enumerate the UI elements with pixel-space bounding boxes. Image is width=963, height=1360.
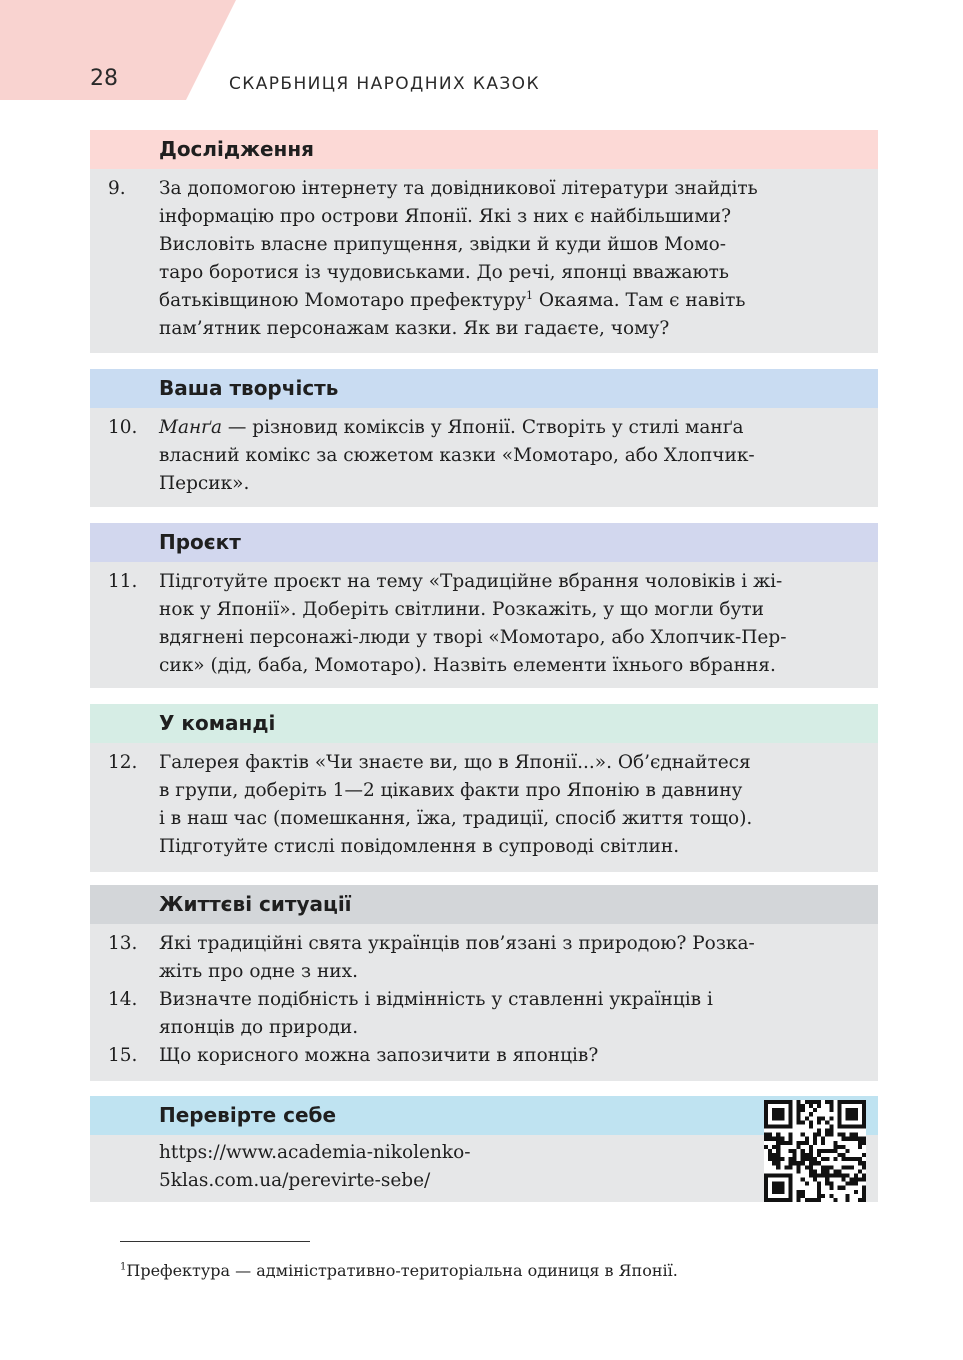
- section-self-check: [90, 1096, 878, 1202]
- section-title: Життєві ситуації: [90, 885, 878, 924]
- task-number: 13.: [108, 933, 138, 954]
- task-text: Підготуйте проєкт на тему «Традиційне вбрання чоловіків і жі- нок у Японії». Доберіть світлини. Розкажіть, у що могли бути вдягнені персонажі-люди у творі «Момотаро, або Хлопчик-Пер- сик» (дід, баба, Момотаро). Назвіть елементи їхнього вбрання.: [159, 571, 787, 676]
- task-10: [90, 414, 866, 498]
- task-number: 14.: [108, 989, 138, 1010]
- task-number: 9.: [108, 178, 126, 199]
- task-text: Визначте подібність і відмінність у ставленні українців і японців до природи.: [159, 989, 713, 1038]
- section-title: Перевірте себе: [90, 1096, 878, 1135]
- self-check-link[interactable]: https://www.academia-nikolenko- 5klas.com.ua/perevirte-sebe/: [159, 1142, 471, 1191]
- task-number: 12.: [108, 752, 138, 773]
- section-life-situations: [90, 885, 878, 1081]
- section-project: [90, 523, 878, 688]
- section-creativity: [90, 369, 878, 507]
- task-12: [90, 749, 866, 861]
- task-13: [90, 930, 866, 986]
- task-14: [90, 986, 866, 1042]
- task-9: [90, 175, 866, 343]
- task-text: Що корисного можна запозичити в японців?: [159, 1045, 599, 1066]
- task-text: Які традиційні свята українців пов’язані з природою? Розка- жіть про одне з них.: [159, 933, 755, 982]
- task-text: За допомогою інтернету та довідникової літератури знайдіть інформацію про острови Японії. Які з них є найбільшими? Висловіть власне припущення, звідки й куди йшов Момо- таро боротися із чудовиськами. До речі, японці вважають батьківщиною Момотаро префектуру$^1$ Окаяма. Там є навіть пам’ятник персонажам казки. Як ви гадаєте, чому?: [159, 178, 758, 339]
- task-text: Манґа — різновид коміксів у Японії. Створіть у стилі манґа власний комікс за сюжетом казки «Момотаро, або Хлопчик- Персик».: [159, 417, 755, 494]
- section-team: [90, 704, 878, 872]
- task-text: Галерея фактів «Чи знаєте ви, що в Японії...». Об’єднайтеся в групи, доберіть 1—2 цікавих факти про Японію в давнину і в наш час (помешкання, їжа, традиції, спосіб життя тощо). Підготуйте стислі повідомлення в супроводі світлин.: [159, 752, 753, 857]
- running-title: СКАРБНИЦЯ НАРОДНИХ КАЗОК: [229, 74, 540, 94]
- term-manga: Манґа: [159, 417, 222, 438]
- section-title: Ваша творчість: [90, 369, 878, 408]
- section-title: Проєкт: [90, 523, 878, 562]
- task-11: [90, 568, 866, 680]
- section-research: [90, 130, 878, 353]
- task-number: 10.: [108, 417, 138, 438]
- page-number: 28: [90, 66, 118, 91]
- section-title: У команді: [90, 704, 878, 743]
- qr-code-icon[interactable]: [764, 1100, 866, 1202]
- task-15: [90, 1042, 866, 1070]
- footnote-divider: [120, 1241, 310, 1242]
- task-number: 15.: [108, 1045, 138, 1066]
- section-title: Дослідження: [90, 130, 878, 169]
- footnote-ref: 1: [526, 288, 534, 302]
- footnote: $^1$Префектура — адміністративно-територіальна одиниця в Японії.: [120, 1261, 678, 1280]
- task-number: 11.: [108, 571, 138, 592]
- page-corner-decoration: [0, 0, 236, 100]
